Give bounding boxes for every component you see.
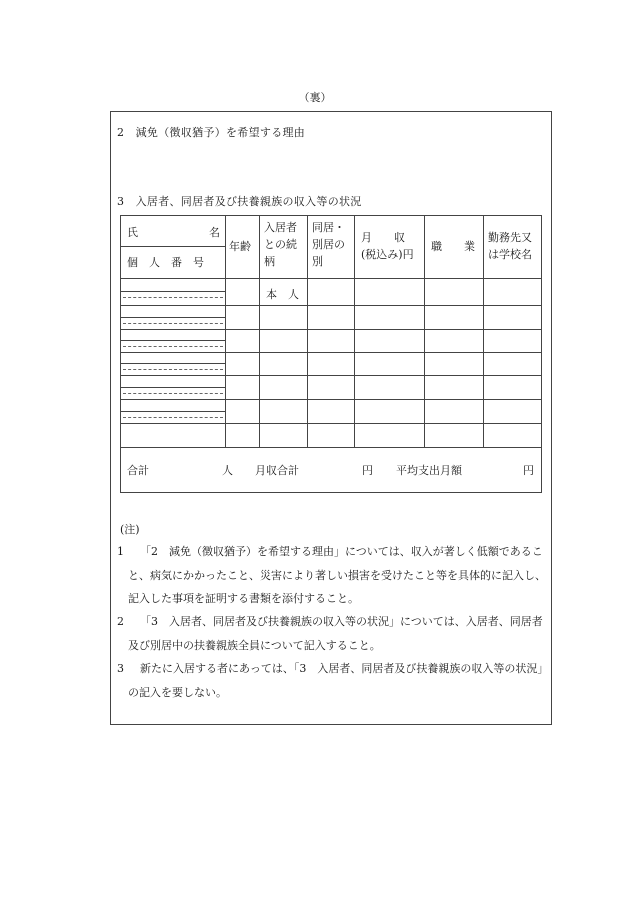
header-relation (264, 219, 297, 270)
col-line-living (307, 216, 308, 447)
note-3-number: 3 (117, 662, 124, 675)
note-3 (117, 657, 547, 704)
number-boxes-3 (123, 346, 223, 347)
row-line-1 (121, 305, 541, 306)
header-workplace-line2: は学校名 (488, 248, 532, 261)
note-2-number: 2 (117, 615, 124, 628)
row-line-3 (121, 352, 541, 353)
note-2-text: 「3 入居者、同居者及び扶養親族の収入等の状況」については、入居者、同居者及び別居中の扶養親族全員について記入すること。 (128, 615, 543, 652)
row-line-5 (121, 399, 541, 400)
section-3-title: 3 入居者、同居者及び扶養親族の収入等の状況 (117, 195, 362, 208)
number-boxes-5 (123, 393, 223, 394)
row-line-4 (121, 375, 541, 376)
page-side-label: （裏） (298, 91, 332, 104)
header-living-line3: 別 (312, 255, 323, 268)
totals-yen-2: 円 (523, 464, 534, 477)
col-line-age (225, 216, 226, 447)
name-header-divider (121, 246, 225, 247)
totals-top-line (121, 447, 541, 448)
header-personal-number: 個 人 番 号 (127, 256, 204, 269)
note-3-text: 新たに入居する者にあっては、「3 入居者、同居者及び扶養親族の収入等の状況」の記入を要しない。 (128, 662, 543, 699)
header-job: 職 業 (431, 240, 475, 253)
header-income-line2: (税込み)円 (361, 248, 414, 261)
number-boxes-4 (123, 369, 223, 370)
income-table (120, 215, 542, 493)
header-bottom-line (121, 278, 541, 279)
col-line-job (424, 216, 425, 447)
header-name-left: 氏 (127, 226, 138, 239)
col-line-workplace (483, 216, 484, 447)
notes-title: (注) (120, 523, 140, 536)
name-number-split-4 (121, 363, 225, 364)
totals-yen-1: 円 (362, 464, 373, 477)
header-age: 年齢 (229, 240, 251, 253)
header-living-line2: 別居の (312, 238, 345, 251)
totals-label: 合計 (127, 464, 149, 477)
totals-income-label: 月収合計 (255, 464, 299, 477)
header-relation-line3: 柄 (264, 255, 275, 268)
note-1-number: 1 (117, 545, 124, 558)
name-number-split-6 (121, 411, 225, 412)
number-boxes-2 (123, 323, 223, 324)
name-number-split-3 (121, 340, 225, 341)
number-boxes-1 (123, 297, 223, 298)
note-1 (117, 540, 547, 611)
totals-persons-unit: 人 (222, 464, 233, 477)
header-name-right: 名 (209, 226, 220, 239)
header-income-line1: 月 収 (361, 231, 405, 244)
section-2-title: 2 減免（徴収猶予）を希望する理由 (117, 126, 306, 139)
note-2 (117, 610, 547, 657)
header-living (312, 219, 345, 270)
row1-relation: 本 人 (266, 288, 299, 301)
name-number-split-1 (121, 291, 225, 292)
header-relation-line1: 入居者 (264, 221, 297, 234)
col-line-income (354, 216, 355, 447)
row-line-6 (121, 423, 541, 424)
header-workplace-line1: 勤務先又 (488, 231, 532, 244)
name-number-split-5 (121, 387, 225, 388)
note-1-text: 「2 減免（徴収猶予）を希望する理由」については、収入が著しく低額であること、病気にかかったこと、災害により著しい損害を受けたこと等を具体的に記入し、記入した事項を証明する書類を添付すること。 (128, 545, 546, 605)
header-workplace (488, 229, 532, 263)
col-line-relation (259, 216, 260, 447)
header-income (361, 229, 414, 263)
number-boxes-6 (123, 417, 223, 418)
totals-avg-label: 平均支出月額 (396, 464, 462, 477)
row-line-2 (121, 329, 541, 330)
name-number-split-2 (121, 317, 225, 318)
header-living-line1: 同居・ (312, 221, 345, 234)
header-relation-line2: との続 (264, 238, 297, 251)
